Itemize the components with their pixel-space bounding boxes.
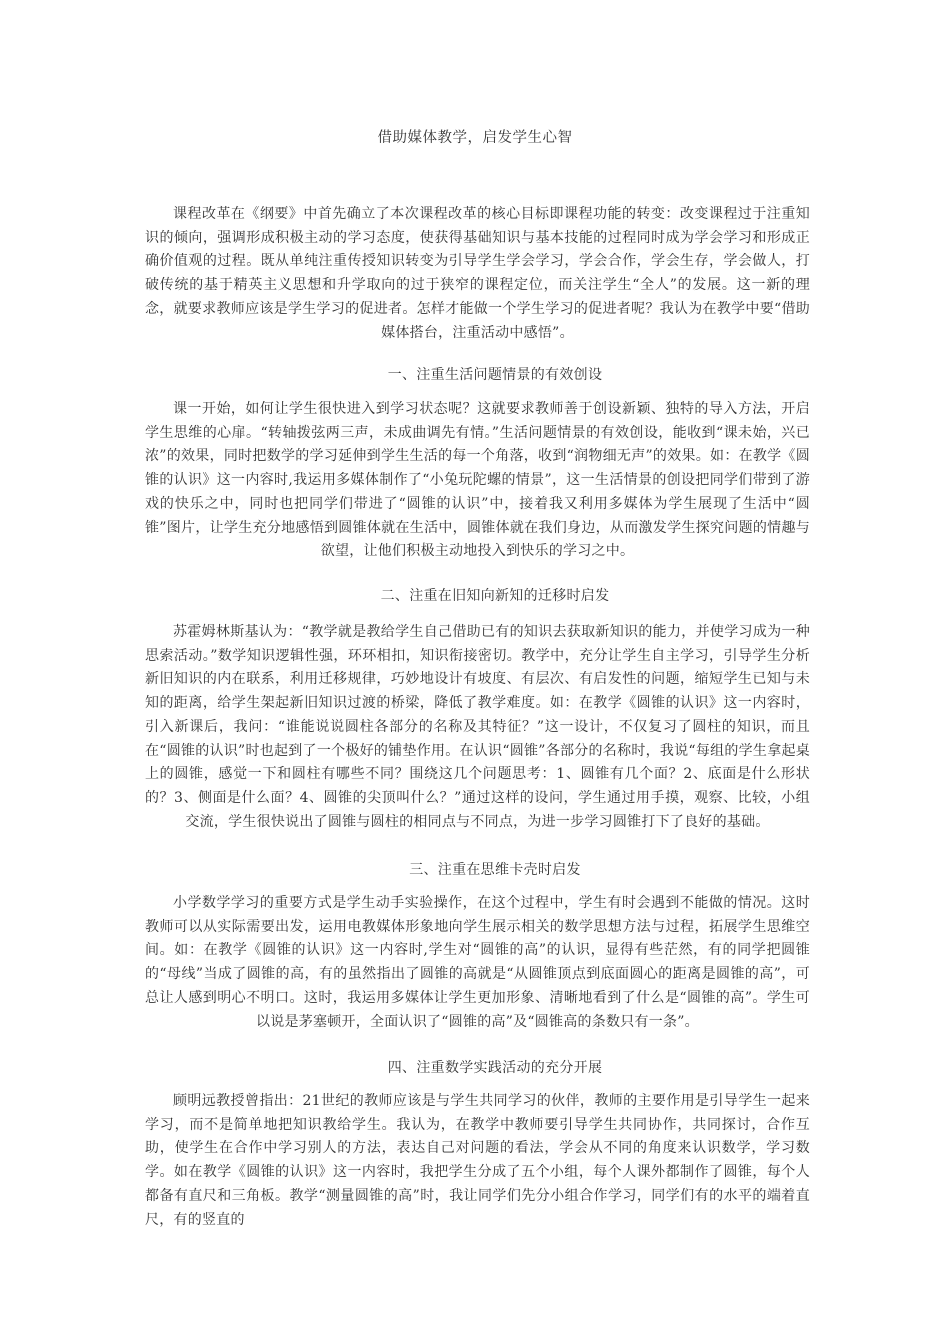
section-paragraph-3: 小学数学学习的重要方式是学生动手实验操作，在这个过程中，学生有时会遇到不能做的情况。这时教师可以从实际需要出发，运用电教媒体形象地向学生展示相关的数学思想方法与过程，拓展学生思维空间。如：在教学《圆锥的认识》这一内容时,学生对“圆锥的高”的认识，显得有些茫然，有的同学把圆锥的“母线”当成了圆锥的高，有的虽然指出了圆锥的高就是“从圆锥顶点到底面圆心的距离是圆锥的高”，可总让人感到明心不明口。这时，我运用多媒体让学生更加形象、清晰地看到了什么是“圆锥的高”。学生可以说是茅塞顿开，全面认识了“圆锥的高”及“圆锥高的条数只有一条”。 [145,895,810,1030]
section-paragraph-4: 顾明远教授曾指出：21世纪的教师应该是与学生共同学习的伙伴，教师的主要作用是引导学生一起来学习，而不是简单地把知识教给学生。我认为，在教学中教师要引导学生共同协作，共同探讨，合作互助，使学生在合作中学习别人的方法，表达自己对问题的看法，学会从不同的角度来认识数学，学习数学。如在教学《圆锥的认识》这一内容时，我把学生分成了五个小组，每个人课外都制作了圆锥，每个人都备有直尺和三角板。教学“测量圆锥的高”时，我让同学们先分小组合作学习，同学们有的水平的端着直尺，有的竖直的 [145,1093,810,1228]
intro-paragraph: 课程改革在《纲要》中首先确立了本次课程改革的核心目标即课程功能的转变：改变课程过于注重知识的倾向，强调形成积极主动的学习态度，使获得基础知识与基本技能的过程同时成为学会学习和形成正确价值观的过程。既从单纯注重传授知识转变为引导学生学会学习，学会合作，学会生存，学会做人，打破传统的基于精英主义思想和升学取向的过于狭窄的课程定位，而关注学生“全人”的发展。这一新的理念，就要求教师应该是学生学习的促进者。怎样才能做一个学生学习的促进者呢？我认为在教学中要“借助媒体搭台，注重活动中感悟”。 [145,206,810,341]
section-paragraph-2: 苏霍姆林斯基认为：“教学就是教给学生自己借助已有的知识去获取新知识的能力，并使学习成为一种思索活动。”数学知识逻辑性强，环环相扣，知识衔接密切。教学中，充分让学生自主学习，引导学生分析新旧知识的内在联系，利用迁移规律，巧妙地设计有坡度、有层次、有启发性的问题，缩短学生已知与未知的距离，给学生架起新旧知识过渡的桥梁，降低了教学难度。如：在教学《圆锥的认识》这一内容时，引入新课后，我问：“谁能说说圆柱各部分的名称及其特征？”这一设计，不仅复习了圆柱的知识，而且在“圆锥的认识”时也起到了一个极好的铺垫作用。在认识“圆锥”各部分的名称时，我说“每组的学生拿起桌上的圆锥，感觉一下和圆柱有哪些不同？围绕这几个问题思考：1、圆锥有几个面？2、底面是什么形状的？3、侧面是什么面？4、圆锥的尖顶叫什么？”通过这样的设问，学生通过用手摸，观察、比较，小组交流，学生很快说出了圆锥与圆柱的相同点与不同点，为进一步学习圆锥打下了良好的基础。 [145,624,810,830]
section-heading-2: 二、注重在旧知向新知的迁移时启发 [380,588,610,604]
section-paragraph-1: 课一开始，如何让学生很快进入到学习状态呢？这就要求教师善于创设新颖、独特的导入方法，开启学生思维的心扉。“转轴拨弦两三声，未成曲调先有情。”生活问题情景的有效创设，能收到“课未始，兴已浓”的效果，同时把数学的学习延伸到学生生活的每一个角落，收到“润物细无声”的效果。如：在教学《圆锥的认识》这一内容时,我运用多媒体制作了“小兔玩陀螺的情景”，这一生活情景的创设把同学们带到了游戏的快乐之中，同时也把同学们带进了“圆锥的认识”中，接着我又利用多媒体为学生展现了生活中“圆锥”图片，让学生充分地感悟到圆锥体就在生活中，圆锥体就在我们身边，从而激发学生探究问题的情趣与欲望，让他们积极主动地投入到快乐的学习之中。 [145,401,810,560]
section-heading-1: 一、注重生活问题情景的有效创设 [387,367,603,383]
section-heading-4: 四、注重数学实践活动的充分开展 [387,1060,603,1076]
section-heading-3: 三、注重在思维卡壳时启发 [409,862,581,878]
document-title: 借助媒体教学，启发学生心智 [377,130,573,146]
